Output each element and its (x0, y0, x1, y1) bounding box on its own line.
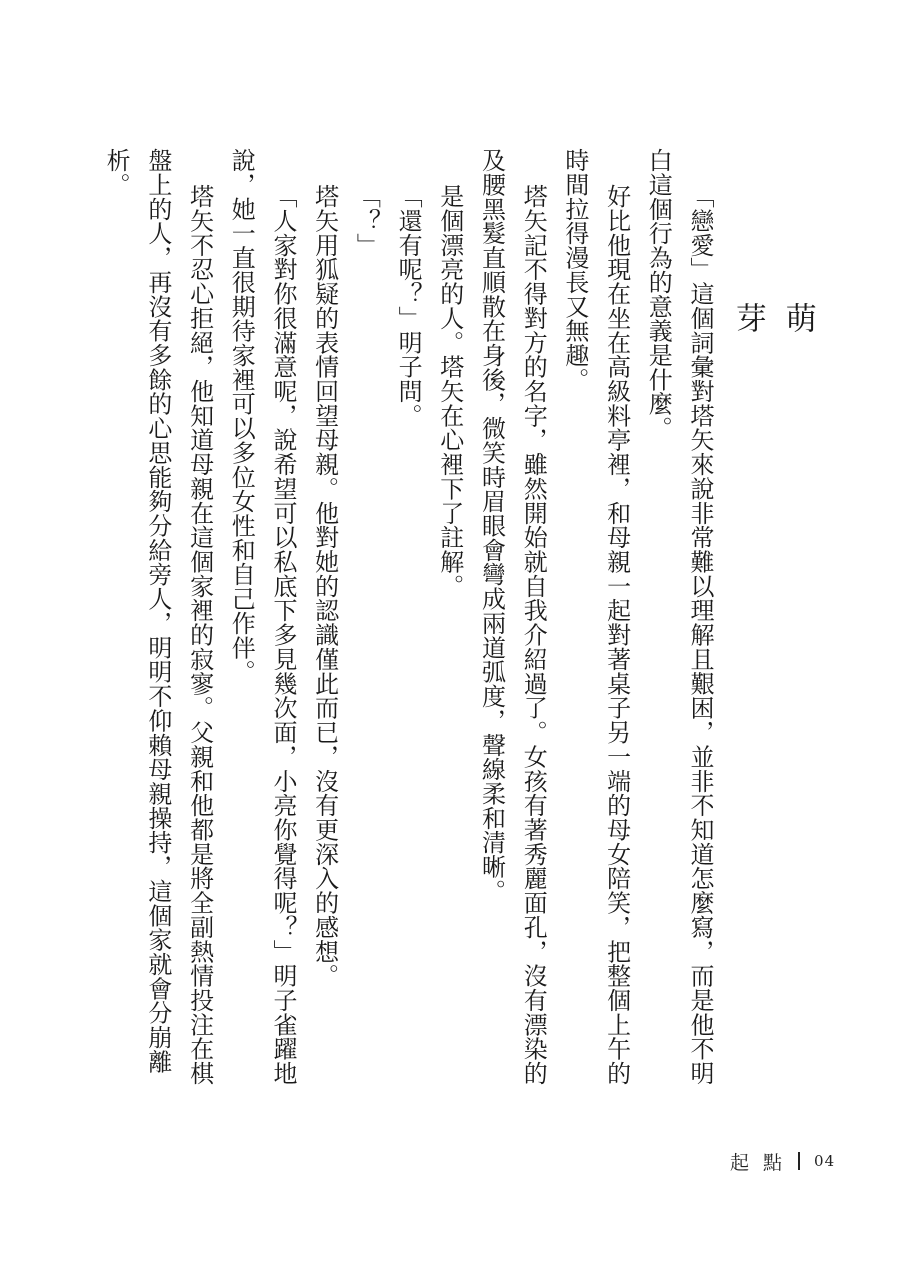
paragraph-9: 塔矢不忍心拒絕，他知道母親在這個家裡的寂寥。父親和他都是將全副熱情投注在棋盤上的人，再沒有多餘的心思能夠分給旁人，明明不仰賴母親操持，這個家就會分崩離析。 (102, 148, 214, 1086)
paragraph-1: 「戀愛」這個詞彙對塔矢來說非常難以理解且艱困，並非不知道怎麼寫，而是他不明白這個行為的意義是什麼。 (644, 148, 714, 1086)
body-text (102, 148, 720, 1108)
paragraph-3: 塔矢記不得對方的名字，雖然開始就自我介紹過了。女孩有著秀麗面孔，沒有漂染的及腰黑髮直順散在身後，微笑時眉眼會彎成兩道弧度，聲線柔和清晰。 (477, 148, 548, 1086)
paragraph-2: 好比他現在坐在高級料亭裡，和母親一起對著桌子另一端的母女陪笑，把整個上午的時間拉得漫長又無趣。 (560, 148, 631, 1086)
paragraph-6: 「？」 (352, 184, 381, 258)
paragraph-4: 是個漂亮的人。塔矢在心裡下了註解。 (435, 184, 464, 599)
page-footer (730, 1148, 835, 1174)
paragraph-7: 塔矢用狐疑的表情回望母親。他對她的認識僅此而已，沒有更深入的感想。 (310, 184, 339, 988)
footer-divider (798, 1152, 800, 1170)
chapter-title: 萌 芽 (729, 302, 816, 351)
paragraph-5: 「還有呢？」明子問。 (394, 184, 423, 428)
book-title: 起 點 (730, 1151, 787, 1174)
page-number: 04 (814, 1152, 836, 1170)
paragraph-8: 「人家對你很滿意呢，說希望可以私底下多見幾次面，小亮你覺得呢？」明子雀躍地說，她一直很期待家裡可以多位女性和自己作伴。 (227, 148, 297, 1086)
